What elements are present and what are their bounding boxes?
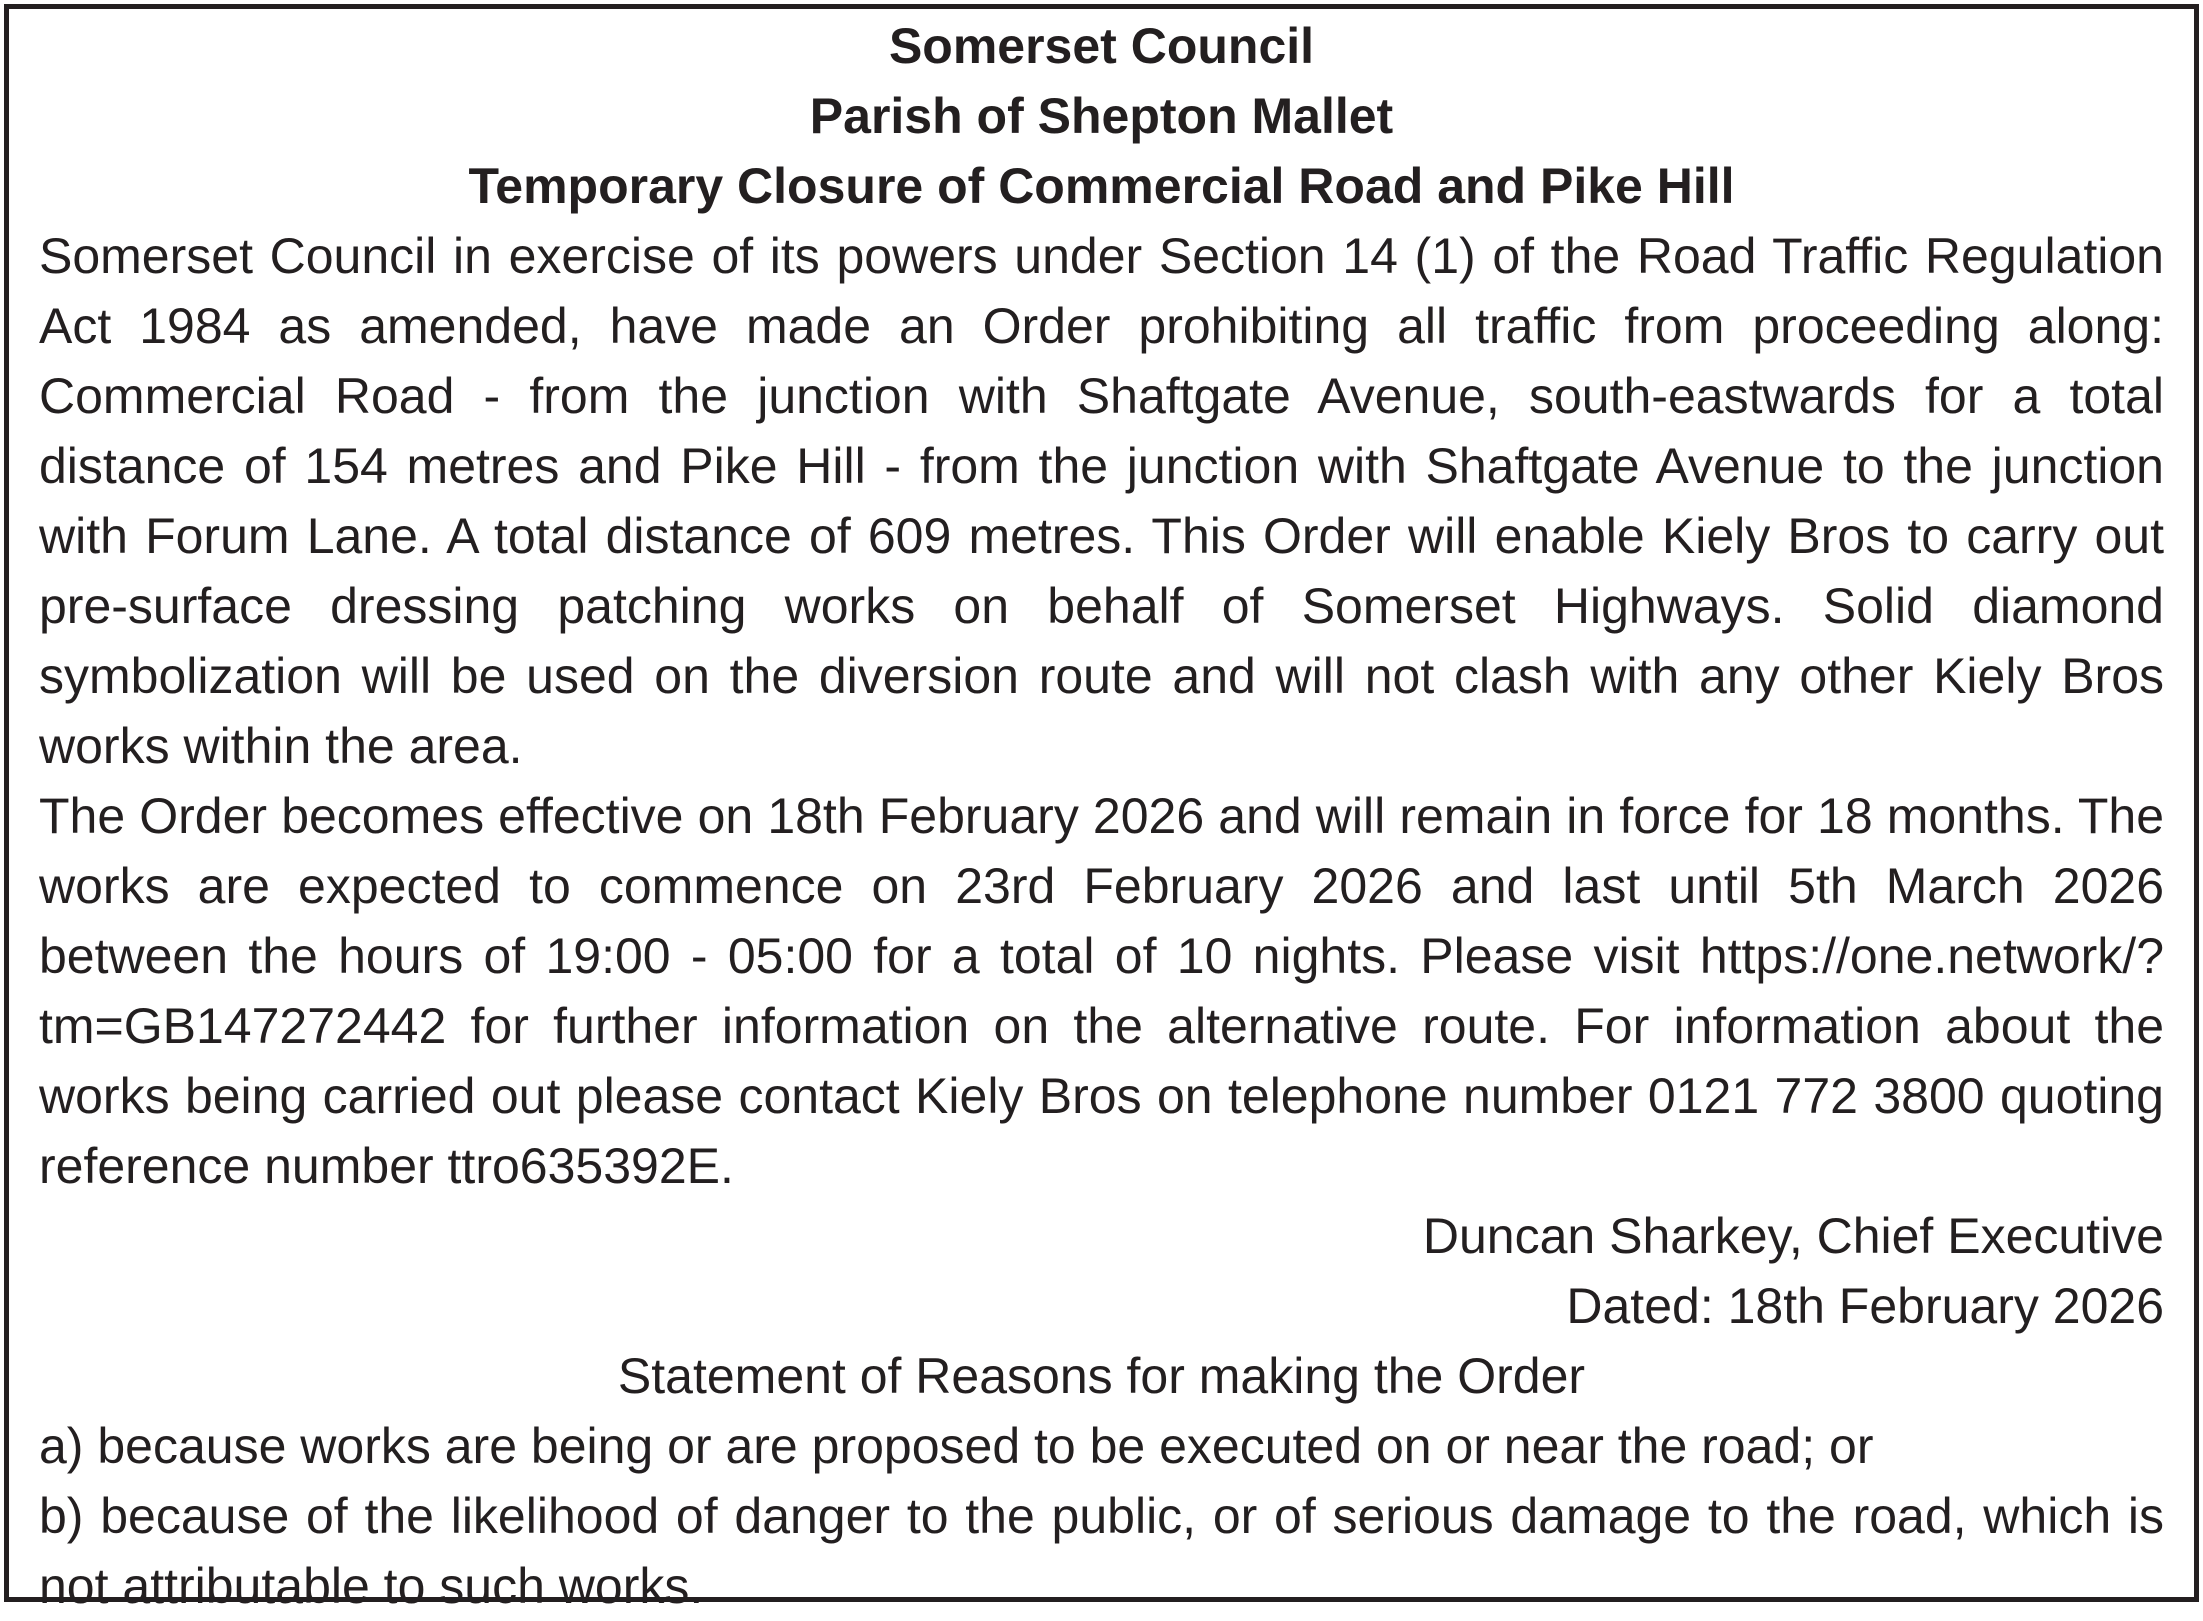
order-details-paragraph: Somerset Council in exercise of its powers under Section 14 (1) of the Road Traffic Regulation Act 1984 as amended, have made an Order prohibiting all traffic from proceeding along: Commercial Road - from the junction with Shaftgate Avenue, south-eastwards for a total distance of 154 metres and Pike Hill - from the junction with Shaftgate Avenue to the junction with Forum Lane. A total distance of 609 metres. This Order will enable Kiely Bros to carry out pre-surface dressing patching works on behalf of Somerset Highways. Solid diamond symbolization will be used on the diversion route and will not clash with any other Kiely Bros works within the area. — [39, 228, 2164, 774]
dated-line: Dated: 18th February 2026 — [1566, 1278, 2164, 1334]
reasons-title: Statement of Reasons for making the Order — [617, 1348, 1586, 1404]
reason-item-b: b) because of the likelihood of danger to the public, or of serious damage to the road, which is not attributable to such works. — [39, 1488, 2164, 1614]
public-notice — [4, 4, 2199, 1614]
closure-title-heading: Temporary Closure of Commercial Road and Pike Hill — [468, 158, 1735, 214]
signatory-line: Duncan Sharkey, Chief Executive — [1422, 1208, 2164, 1264]
effective-dates-paragraph: The Order becomes effective on 18th February 2026 and will remain in force for 18 months. The works are expected to commence on 23rd February 2026 and last until 5th March 2026 between the hours of 19:00 - 05:00 for a total of 10 nights. Please visit https://one.network/?tm=GB147272442 for further information on the alternative route. For information about the works being carried out please contact Kiely Bros on telephone number 0121 772 3800 quoting reference number ttro635392E. — [39, 788, 2164, 1194]
reason-item-a: a) because works are being or are proposed to be executed on or near the road; or — [39, 1418, 1874, 1474]
council-name-heading: Somerset Council — [888, 18, 1315, 74]
parish-heading: Parish of Shepton Mallet — [809, 88, 1394, 144]
